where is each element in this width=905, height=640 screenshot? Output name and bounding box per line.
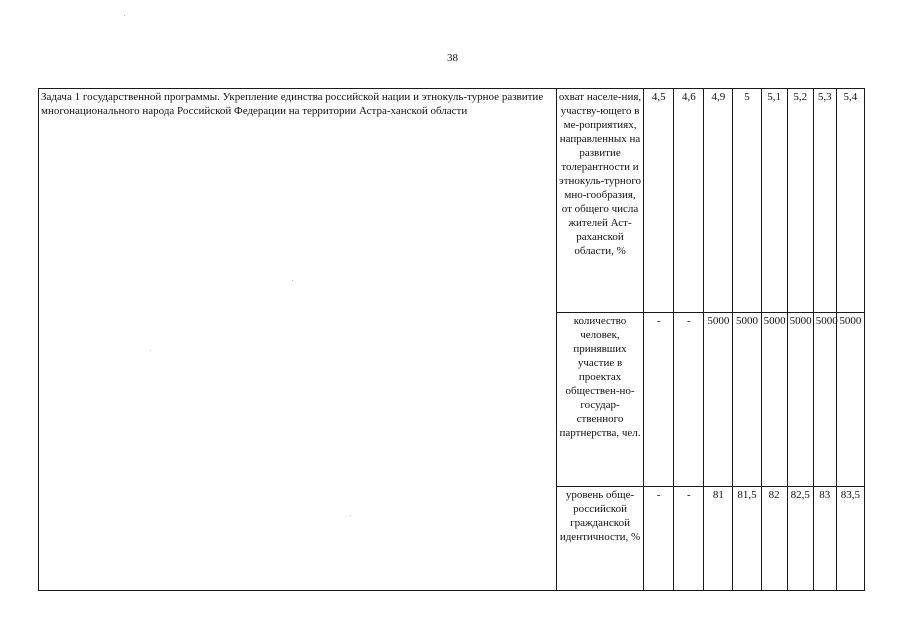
value-cell: 82 [761,487,787,591]
value-cell: 5,4 [836,89,864,313]
value-cell: 5,1 [761,89,787,313]
value-cell: 5000 [836,313,864,487]
value-cell: 5000 [704,313,733,487]
value-cell: 5000 [787,313,813,487]
value-cell: - [644,313,674,487]
value-cell: - [644,487,674,591]
value-cell: 5000 [761,313,787,487]
indicator-label: уровень обще-российской гражданской идентичности, % [556,487,643,591]
page-number: 38 [447,52,458,64]
value-cell: 83 [813,487,836,591]
value-cell: 4,9 [704,89,733,313]
value-cell: 82,5 [787,487,813,591]
scan-speck [292,280,293,281]
value-cell: 83,5 [836,487,864,591]
indicator-label: охват населе-ния, участву-ющего в ме-роприятиях, направленных на развитие толерантности и этнокуль-турного мно-гообразия, от общего числа жителей Аст-раханской области, % [556,89,643,313]
task-description: Задача 1 государственной программы. Укрепление единства российской нации и этнокуль-турное развитие многонационального народа Российской Федерации на территории Астра-ханской области [39,89,557,591]
value-cell: 5 [733,89,761,313]
value-cell: 5,2 [787,89,813,313]
value-cell: 4,5 [644,89,674,313]
value-cell: - [674,313,704,487]
value-cell: 5000 [813,313,836,487]
table-row [39,89,865,313]
value-cell: 4,6 [674,89,704,313]
value-cell: 81 [704,487,733,591]
value-cell: 5,3 [813,89,836,313]
value-cell: 5000 [733,313,761,487]
scan-speck [350,515,351,516]
program-table [38,88,865,591]
value-cell: - [674,487,704,591]
value-cell: 81,5 [733,487,761,591]
scan-speck [150,350,151,351]
indicator-label: количество человек, принявших участие в проектах обществен-но-государ-ственного партнерства, чел. [556,313,643,487]
scan-speck [124,15,125,16]
